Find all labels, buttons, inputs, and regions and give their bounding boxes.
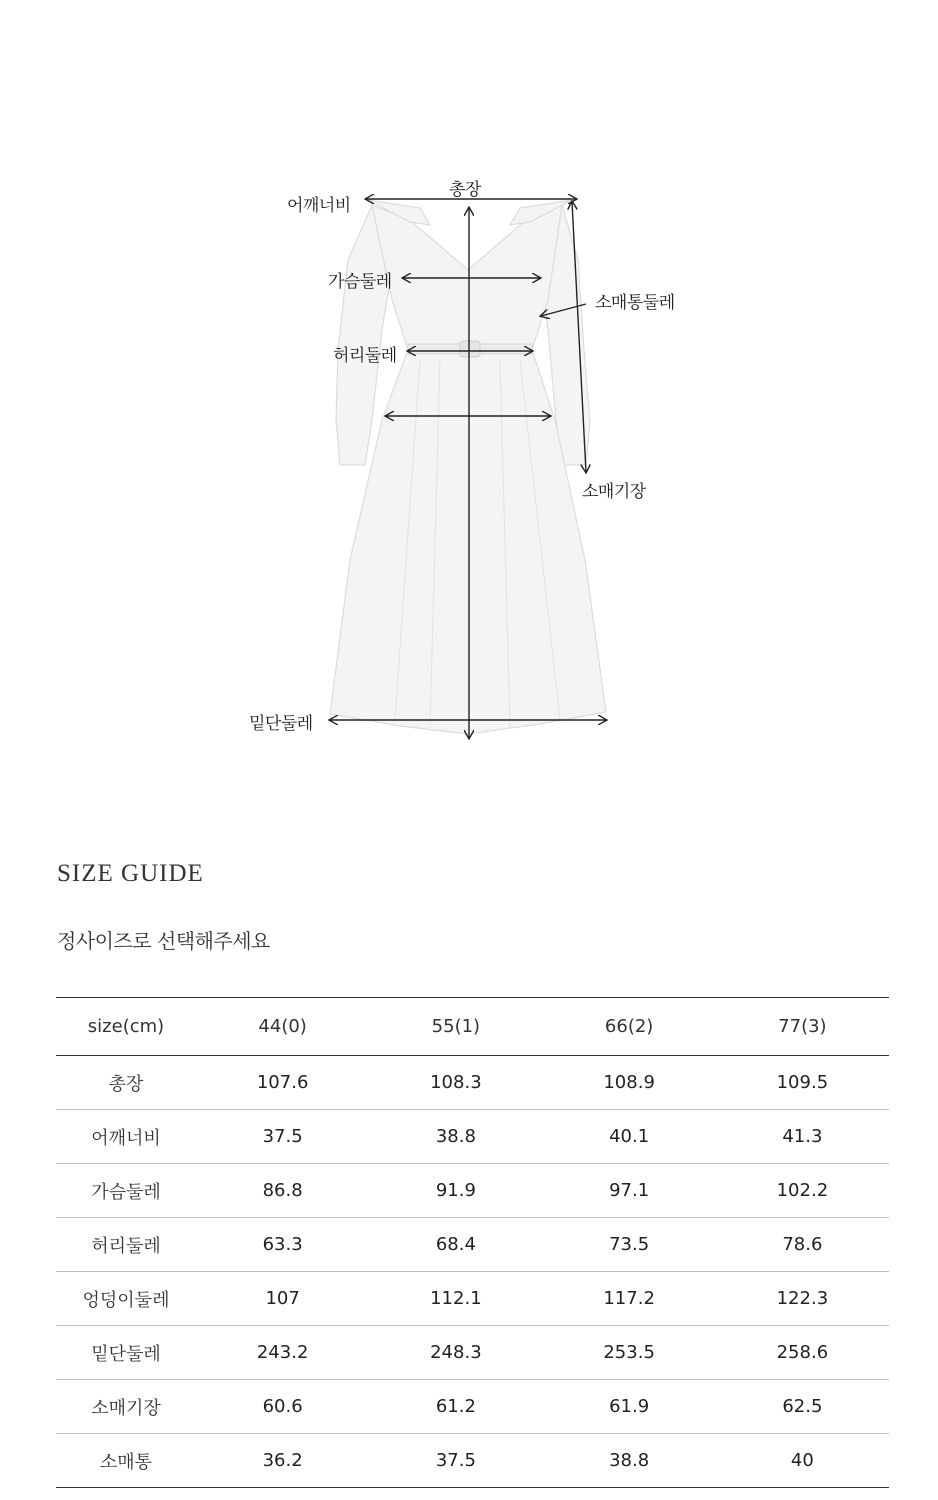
header-size-44: 44(0)	[196, 998, 369, 1056]
table-row	[56, 1380, 889, 1434]
table-row	[56, 1272, 889, 1326]
table-cell: 243.2	[196, 1326, 369, 1380]
label-sleeve-length: 소매기장	[582, 482, 646, 502]
label-shoulder-width: 어깨너비	[287, 196, 351, 216]
table-cell: 37.5	[369, 1434, 542, 1488]
table-cell: 61.9	[543, 1380, 716, 1434]
table-cell: 40	[716, 1434, 889, 1488]
header-size-55: 55(1)	[369, 998, 542, 1056]
table-cell: 91.9	[369, 1164, 542, 1218]
table-cell: 108.9	[543, 1056, 716, 1110]
table-cell: 68.4	[369, 1218, 542, 1272]
row-label: 소매기장	[56, 1380, 196, 1434]
table-cell: 117.2	[543, 1272, 716, 1326]
table-cell: 248.3	[369, 1326, 542, 1380]
table-cell: 63.3	[196, 1218, 369, 1272]
table-cell: 61.2	[369, 1380, 542, 1434]
table-cell: 60.6	[196, 1380, 369, 1434]
label-hem: 밑단둘레	[249, 714, 313, 734]
table-cell: 37.5	[196, 1110, 369, 1164]
table-cell: 258.6	[716, 1326, 889, 1380]
table-cell: 62.5	[716, 1380, 889, 1434]
label-total-length: 총장	[449, 180, 481, 200]
table-cell: 73.5	[543, 1218, 716, 1272]
table-cell: 112.1	[369, 1272, 542, 1326]
table-cell: 107.6	[196, 1056, 369, 1110]
table-row	[56, 1434, 889, 1488]
table-cell: 36.2	[196, 1434, 369, 1488]
table-row	[56, 1056, 889, 1110]
table-cell: 78.6	[716, 1218, 889, 1272]
table-cell: 40.1	[543, 1110, 716, 1164]
table-cell: 253.5	[543, 1326, 716, 1380]
header-size-77: 77(3)	[716, 998, 889, 1056]
label-waist: 허리둘레	[333, 346, 397, 366]
table-cell: 97.1	[543, 1164, 716, 1218]
row-label: 엉덩이둘레	[56, 1272, 196, 1326]
table-cell: 41.3	[716, 1110, 889, 1164]
table-header-row	[56, 998, 889, 1056]
table-row	[56, 1218, 889, 1272]
row-label: 가슴둘레	[56, 1164, 196, 1218]
table-cell: 38.8	[543, 1434, 716, 1488]
table-row	[56, 1164, 889, 1218]
table-row	[56, 1110, 889, 1164]
row-label: 허리둘레	[56, 1218, 196, 1272]
header-size-66: 66(2)	[543, 998, 716, 1056]
table-cell: 108.3	[369, 1056, 542, 1110]
table-cell: 107	[196, 1272, 369, 1326]
table-cell: 109.5	[716, 1056, 889, 1110]
size-guide-note: 정사이즈로 선택해주세요	[57, 929, 270, 953]
row-label: 어깨너비	[56, 1110, 196, 1164]
size-guide-title: SIZE GUIDE	[57, 860, 204, 887]
table-cell: 122.3	[716, 1272, 889, 1326]
table-cell: 86.8	[196, 1164, 369, 1218]
table-cell: 38.8	[369, 1110, 542, 1164]
header-size-cm: size(cm)	[56, 998, 196, 1056]
label-chest: 가슴둘레	[328, 272, 392, 292]
size-table	[56, 997, 889, 1488]
table-cell: 102.2	[716, 1164, 889, 1218]
table-row	[56, 1326, 889, 1380]
row-label: 소매통	[56, 1434, 196, 1488]
row-label: 총장	[56, 1056, 196, 1110]
row-label: 밑단둘레	[56, 1326, 196, 1380]
label-sleeve-width: 소매통둘레	[595, 293, 675, 313]
